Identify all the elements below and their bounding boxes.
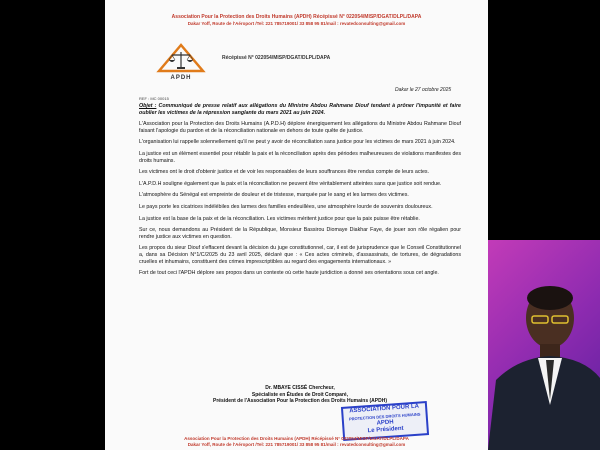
object-label: Objet :	[139, 103, 157, 109]
letterhead-line-2: Dakar Yoff, Route de l'Aéroport /Tel: 221 785719001/ 33 858 95 81/mail : revatedconsulting@gmail.com	[187, 21, 406, 26]
paragraph: La justice est un élément essentiel pour rétablir la paix et la réconciliation après des périodes malheureuses de violations manifestes des droits humains.	[139, 150, 461, 164]
stamp-line: ASSOCIATION POUR LA	[349, 403, 420, 415]
paragraph: L'Association pour la Protection des Droits Humains (A.P.D.H) déplore énergiquement les allégations du Ministre Abdou Rahmane Diouf faisant l'apologie du pardon et de la réconciliation nationale en dehors de toute quête de justice.	[139, 121, 461, 134]
footer-line-1: Association Pour la Protection des Droits Humains (APDH) Récépissé N° 022054/MISP/DGAT/DLPL/DAPA	[184, 436, 409, 441]
paragraph: Les propos du sieur Diouf s'effacent devant la décision du juge constitutionnel, car, il est de jurisprudence que le Conseil Constitutionnel a, dans sa Décision N°1/C/2025 du 23 avril 2025, déclaré que : « Ces actes criminels, d'assassinats, de tortures, de dégradations cruelles et inhumains, constituent des crimes imprescriptibles au regard des engagements internationaux. »	[139, 245, 461, 265]
object-text: Communiqué de presse relatif aux allégations du Ministre Abdou Rahmane Diouf tendant à prôner l'impunité et faire oublier les victimes de la répression sanglante du mars 2021 au juin 2024.	[139, 103, 461, 116]
scales-icon	[153, 43, 209, 73]
document-date: Dakar le 27 octobre 2025	[395, 87, 452, 93]
receipt-number: Récépissé N° 022054/MISP/DGAT/DLPL/DAPA	[222, 55, 331, 61]
official-stamp	[341, 401, 429, 441]
signatory-title: Spécialiste en Études de Droit Comparé,	[251, 391, 349, 398]
stamp-line: Le Président	[367, 425, 404, 435]
paragraph: Sur ce, nous demandons au Président de la République, Monsieur Bassirou Diomaye Diakhar Faye, de jouer son rôle régalien pour rendre justice aux victimes en question.	[139, 227, 461, 240]
logo-text: APDH	[170, 75, 192, 81]
signatory-name: Dr. MBAYE CISSÉ Chercheur,	[265, 385, 335, 391]
object-line	[139, 103, 461, 116]
paragraph: L'atmosphère du Sénégal est empreinte de douleur et de tristesse, marquée par le sang et les larmes des victimes.	[139, 192, 409, 199]
signatory-role: Président de l'Association Pour la Protection des Droits Humains (APDH)	[213, 398, 387, 404]
minister-photo	[488, 240, 600, 450]
paragraph: Fort de tout ceci l'APDH déplore ses propos dans un contexte où cette haute juridiction a donné ses orientations sous cet angle.	[139, 270, 439, 277]
paragraph: La justice est la base de la paix et de la réconciliation. Les victimes méritent justice pour que la paix puisse être rétablie.	[139, 215, 420, 222]
person-portrait-icon	[488, 240, 600, 450]
document-page	[105, 0, 488, 450]
apdh-logo	[153, 43, 209, 81]
letterhead-line-1: Association Pour la Protection des Droits Humains (APDH) Récépissé N° 022054/MISP/DGAT/DLPL/DAPA	[171, 14, 422, 20]
stamp-line: APDH	[376, 419, 394, 427]
paragraph: Le pays porte les cicatrices indélébiles des larmes des familles endeuillées, une atmosphère lourde de souvenirs douloureux.	[139, 203, 433, 210]
footer-line-2: Dakar Yoff, Route de l'Aéroport /Tel: 221 785719001/ 33 858 95 81/mail : revatedconsulting@gmail.com	[187, 442, 406, 447]
paragraph: Les victimes ont le droit d'obtenir justice et de voir les responsables de leurs souffrances être rendus compte de leurs actes.	[139, 169, 430, 176]
paragraph: L'organisation lui rappelle solennellement qu'il ne peut y avoir de réconciliation sans justice pour les victimes de mars 2021 à juin 2024.	[139, 139, 456, 146]
stamp-line: PROTECTION DES DROITS HUMAINS	[348, 411, 421, 422]
document-body	[139, 103, 461, 282]
paragraph: L'A.P.D.H souligne également que la paix et la réconciliation ne peuvent être véritablement atteintes sans que justice soit rendue.	[139, 180, 442, 187]
reference: REF : MC 00015	[139, 96, 169, 101]
